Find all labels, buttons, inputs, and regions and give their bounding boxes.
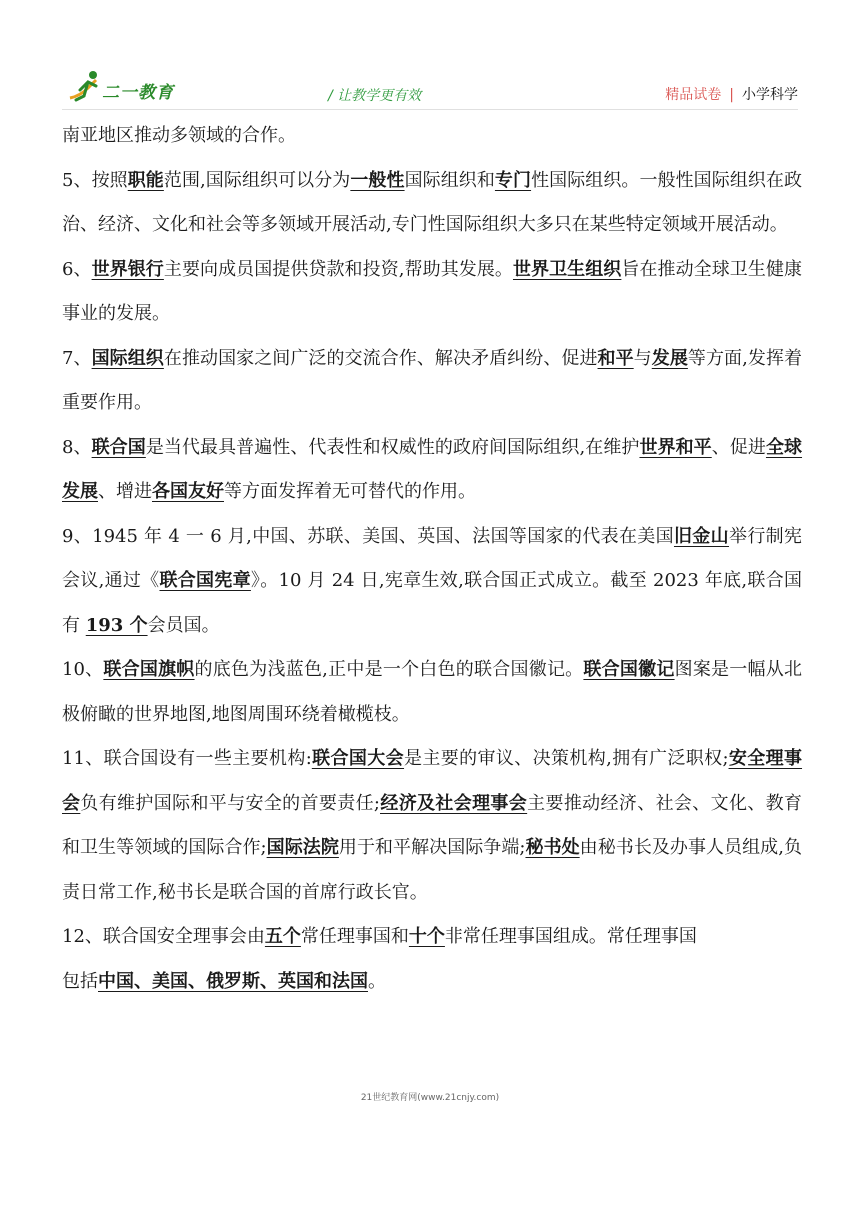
text: 举行制宪会议,通过《 — [62, 525, 802, 591]
text: 负有维护国际和平与安全的首要责任; — [80, 792, 380, 814]
text: 、促进 — [711, 436, 766, 458]
text: 6、 — [62, 258, 92, 280]
paragraph-12-continued — [62, 960, 802, 1005]
text: 》。10 月 24 日,宪章生效,联合国正式成立。截至 2023 年底,联合国有 — [62, 570, 802, 636]
keyword: 经济及社会理事会 — [380, 792, 528, 814]
text: 用于和平解决国际争端; — [338, 837, 526, 858]
paragraph-6 — [62, 248, 802, 337]
text: 等方面发挥着无可替代的作用。 — [224, 481, 476, 502]
text: 是当代最具普遍性、代表性和权威性的政府间国际组织,在维护 — [145, 436, 640, 458]
text: 南亚地区推动多领域的合作。 — [62, 125, 296, 146]
keyword: 十个 — [408, 926, 445, 947]
keyword: 和平 — [597, 347, 634, 369]
text: 。 — [368, 970, 386, 992]
text: 8、 — [62, 436, 92, 458]
subject-label: 小学科学 — [742, 87, 798, 103]
paragraph-11 — [62, 737, 802, 915]
keyword: 发展 — [651, 347, 688, 369]
keyword: 全球发展 — [62, 436, 803, 502]
text: 11、联合国设有一些主要机构: — [62, 748, 312, 769]
keyword: 193 个 — [85, 614, 148, 636]
keyword: 中国、美国、俄罗斯、英国和法国 — [98, 970, 368, 992]
paragraph-8 — [62, 426, 802, 515]
paragraph-7 — [62, 337, 802, 426]
text: 12、联合国安全理事会由 — [62, 926, 265, 947]
logo — [66, 70, 176, 106]
keyword: 联合国宪章 — [159, 570, 251, 591]
runner-logo-icon — [66, 70, 106, 104]
text: 等方面,发挥着重要作用。 — [62, 347, 803, 413]
text: 9、1945 年 4 一 6 月,中国、苏联、美国、英国、法国等国家的代表在美国 — [62, 525, 674, 547]
keyword: 职能 — [127, 169, 164, 191]
keyword: 联合国旗帜 — [103, 659, 195, 680]
keyword: 联合国大会 — [311, 748, 405, 769]
keyword: 秘书处 — [525, 837, 580, 858]
keyword: 五个 — [264, 926, 301, 947]
keyword: 专门 — [494, 169, 532, 191]
text: 主要向成员国提供贷款和投资,帮助其发展。 — [163, 258, 513, 280]
text: 性国际组织。一般性国际组织在政治、经济、文化和社会等多领域开展活动,专门性国际组织大多只在某些特定领域开展活动。 — [62, 169, 803, 235]
logo-text: 二一教育 — [102, 83, 174, 103]
keyword: 安全理事会 — [62, 748, 803, 814]
document-body — [62, 114, 802, 1004]
text: 主要推动经济、社会、文化、教育和卫生等领域的国际合作; — [62, 792, 803, 858]
page-header — [0, 0, 860, 120]
text: 的底色为浅蓝色,正中是一个白色的联合国徽记。 — [194, 659, 584, 680]
slogan: / 让教学更有效 — [328, 88, 422, 104]
text: 图案是一幅从北极俯瞰的世界地图,地图周围环绕着橄榄枝。 — [62, 659, 802, 725]
tag-separator: | — [729, 87, 734, 103]
paragraph-10 — [62, 648, 802, 737]
keyword: 一般性 — [350, 169, 405, 191]
text: 范围,国际组织可以分为 — [163, 169, 351, 191]
page-footer: 21世纪教育网(www.21cnjy.com) — [360, 1093, 500, 1103]
text: 5、按照 — [62, 169, 128, 191]
subject-tag — [665, 84, 798, 104]
keyword: 世界卫生组织 — [512, 258, 622, 280]
text: 非常任理事国组成。常任理事国 — [444, 926, 697, 947]
text: 会员国。 — [147, 614, 220, 636]
text: 由秘书长及办事人员组成,负责日常工作,秘书长是联合国的首席行政长官。 — [62, 837, 802, 903]
text: 7、 — [62, 347, 92, 369]
keyword: 国际组织 — [91, 347, 164, 369]
header-divider — [62, 109, 798, 110]
text: 是主要的审议、决策机构,拥有广泛职权; — [404, 748, 729, 769]
text: 包括 — [62, 970, 98, 992]
paragraph-5 — [62, 159, 802, 248]
text: 、增进 — [98, 481, 152, 502]
text: 10、 — [62, 659, 104, 680]
keyword: 世界银行 — [91, 258, 164, 280]
text: 旨在推动全球卫生健康事业的发展。 — [62, 258, 803, 324]
paragraph-12 — [62, 915, 802, 960]
text: 国际组织和 — [404, 169, 495, 191]
keyword: 旧金山 — [673, 525, 729, 547]
paragraph-9 — [62, 515, 802, 649]
paragraph-continuation — [62, 114, 802, 159]
keyword: 世界和平 — [639, 436, 712, 458]
keyword: 国际法院 — [266, 837, 339, 858]
text: 与 — [633, 347, 652, 369]
keyword: 联合国徽记 — [583, 659, 675, 680]
text: 在推动国家之间广泛的交流合作、解决矛盾纠纷、促进 — [163, 347, 598, 369]
keyword: 联合国 — [91, 436, 146, 458]
keyword: 各国友好 — [152, 481, 224, 502]
text: 常任理事国和 — [300, 926, 409, 947]
quality-tag: 精品试卷 — [665, 87, 722, 103]
